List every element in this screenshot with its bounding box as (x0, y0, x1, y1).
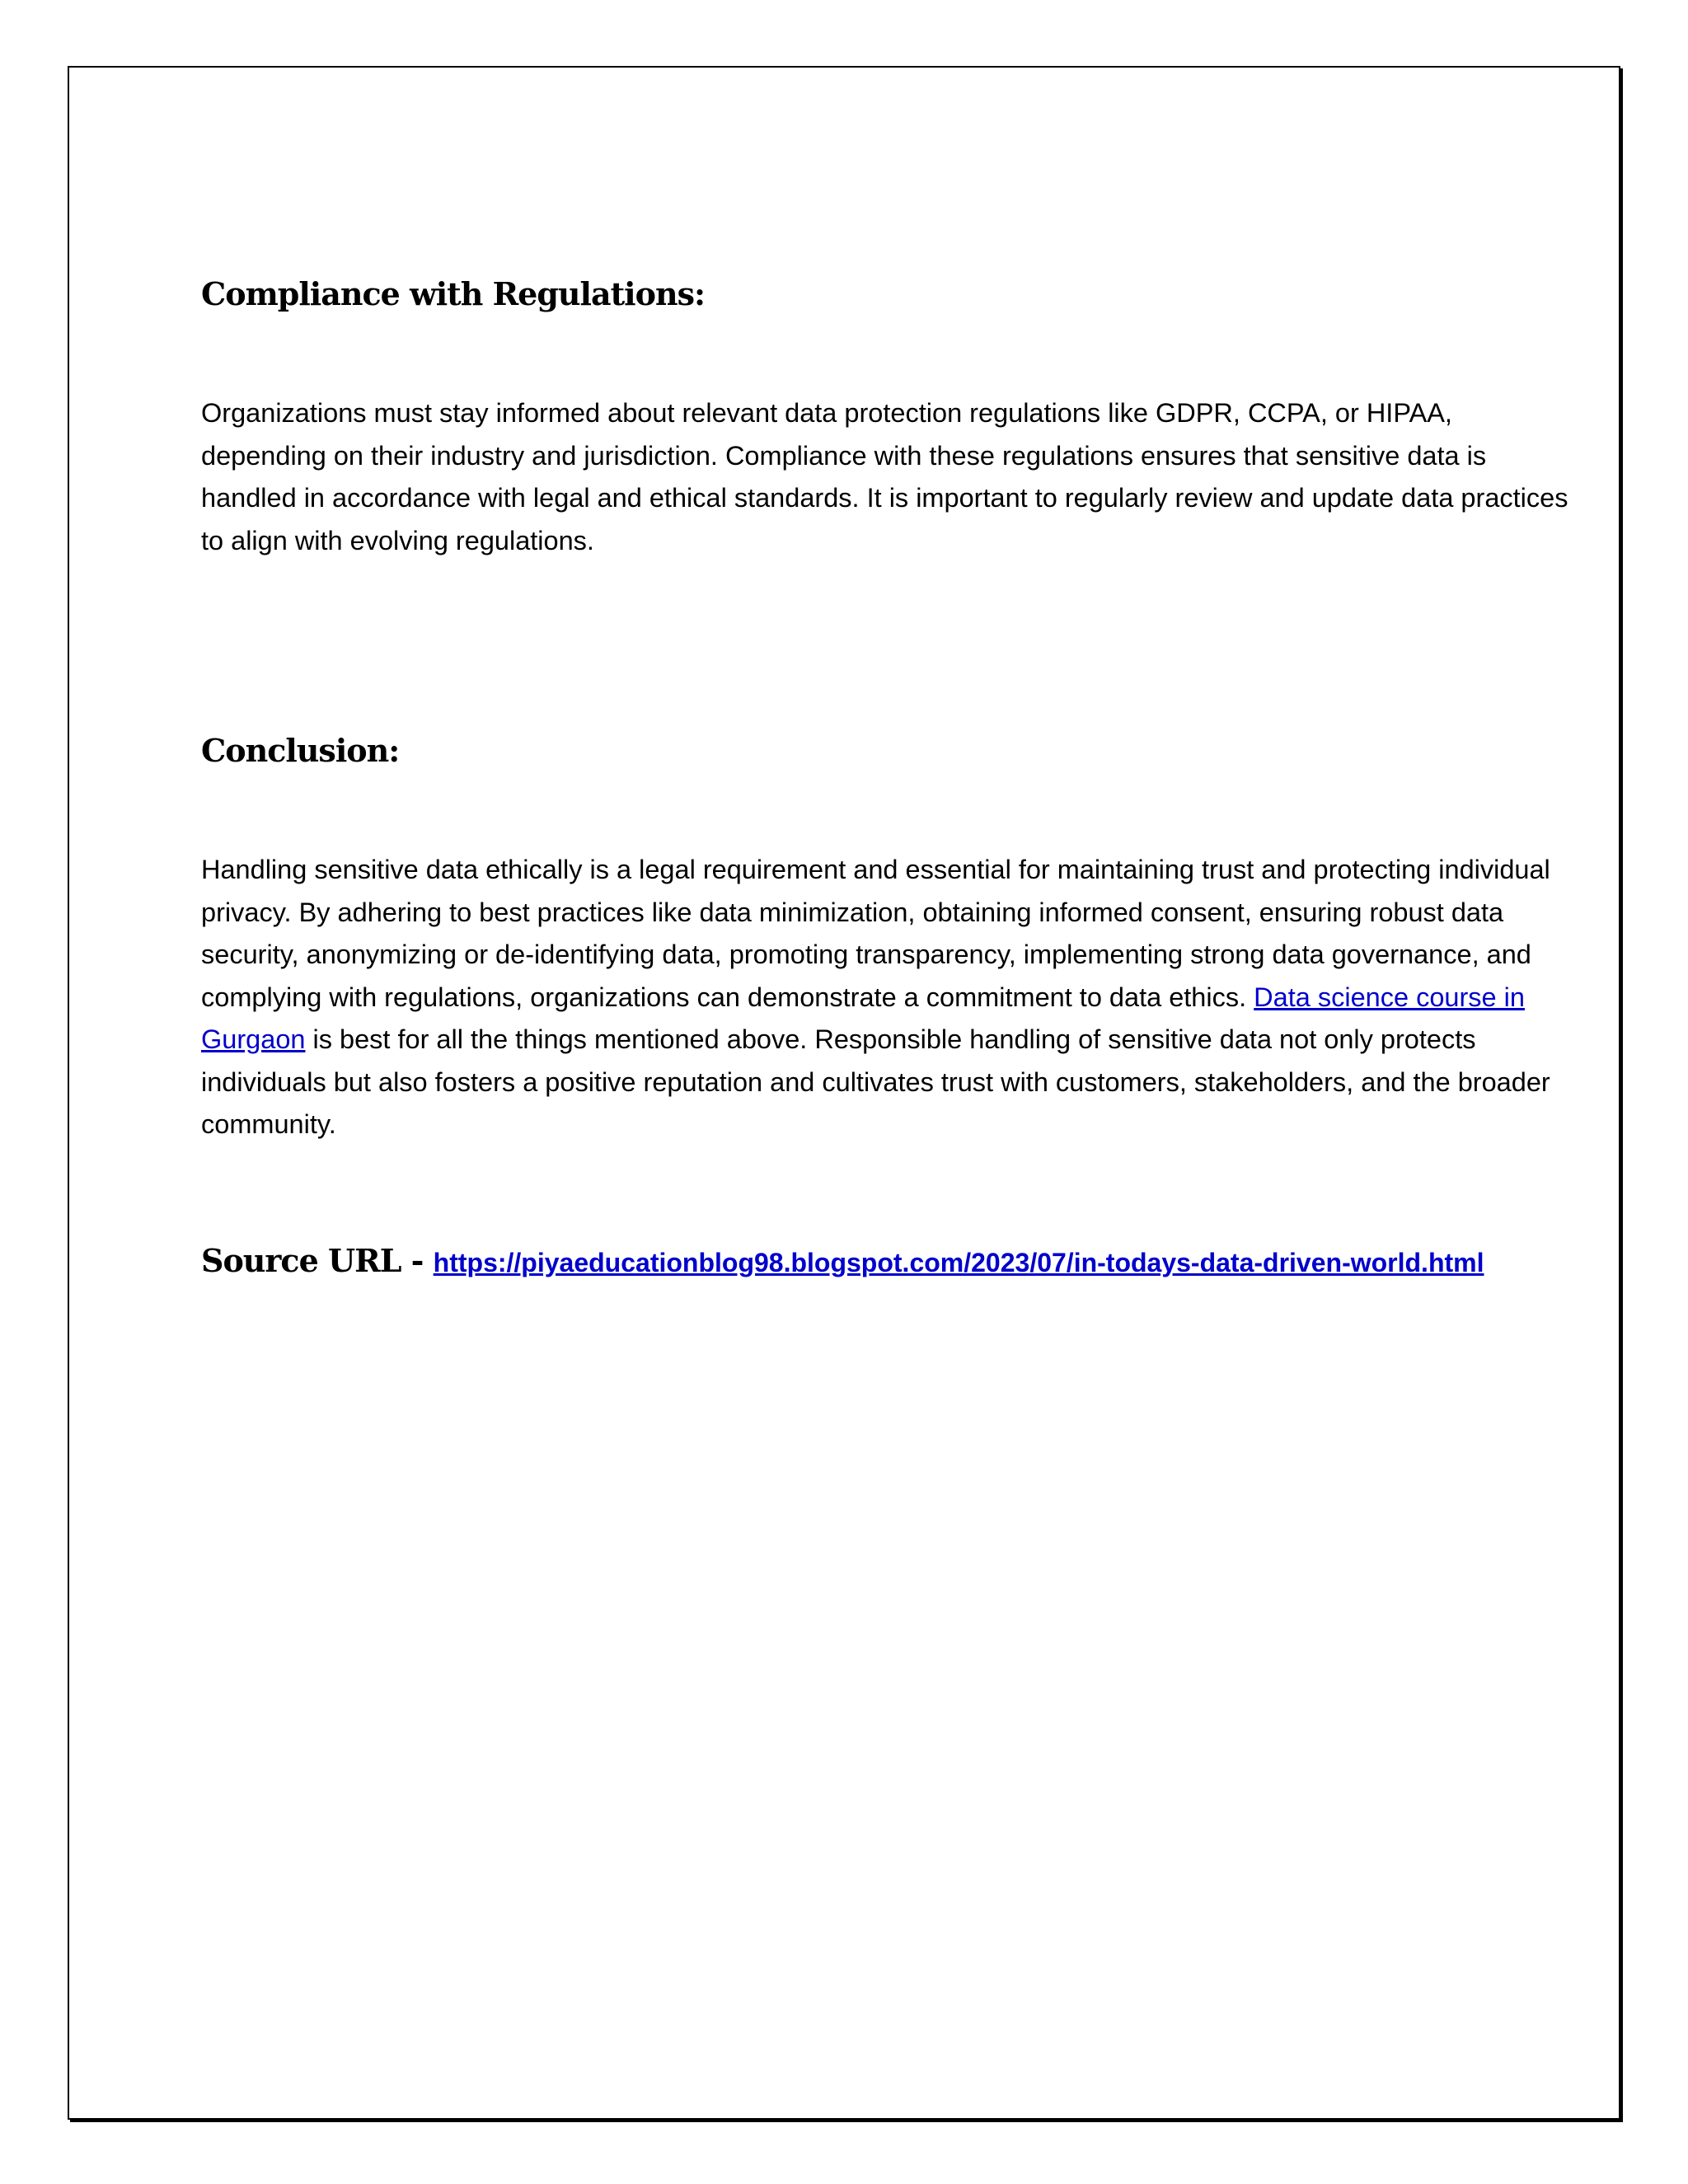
source-url-link[interactable]: https://piyaeducationblog98.blogspot.com/2023/07/in-todays-data-driven-world.html (433, 1248, 1484, 1277)
conclusion-text-before-link: Handling sensitive data ethically is a legal requirement and essential for maintaining trust and protecting individual privacy. By adhering to best practices like data minimization, obtaining informed consent, ensuring robust data security, anonymizing or de-identifying data, promoting transparency, implementing strong data governance, and complying with regulations, organizations can demonstrate a commitment to data ethics. (201, 855, 1550, 1012)
source-label: Source URL - (201, 1242, 434, 1279)
conclusion-paragraph (201, 849, 1569, 1146)
document-page (68, 66, 1620, 2120)
source-line (201, 1241, 1569, 1288)
conclusion-text-after-link: is best for all the things mentioned above. Responsible handling of sensitive data not only protects individuals but also fosters a positive reputation and cultivates trust with customers, stakeholders, and the broader community. (201, 1024, 1550, 1139)
compliance-paragraph: Organizations must stay informed about relevant data protection regulations like GDPR, CCPA, or HIPAA, depending on their industry and jurisdiction. Compliance with these regulations ensures that sensitive data is handled in accordance with legal and ethical standards. It is important to regularly review and update data practices to align with evolving regulations. (201, 398, 1568, 555)
data-science-course-link[interactable]: Data science course in Gurgaon (201, 982, 1525, 1054)
compliance-heading: Compliance with Regulations: (201, 275, 705, 312)
conclusion-heading: Conclusion: (201, 732, 400, 769)
